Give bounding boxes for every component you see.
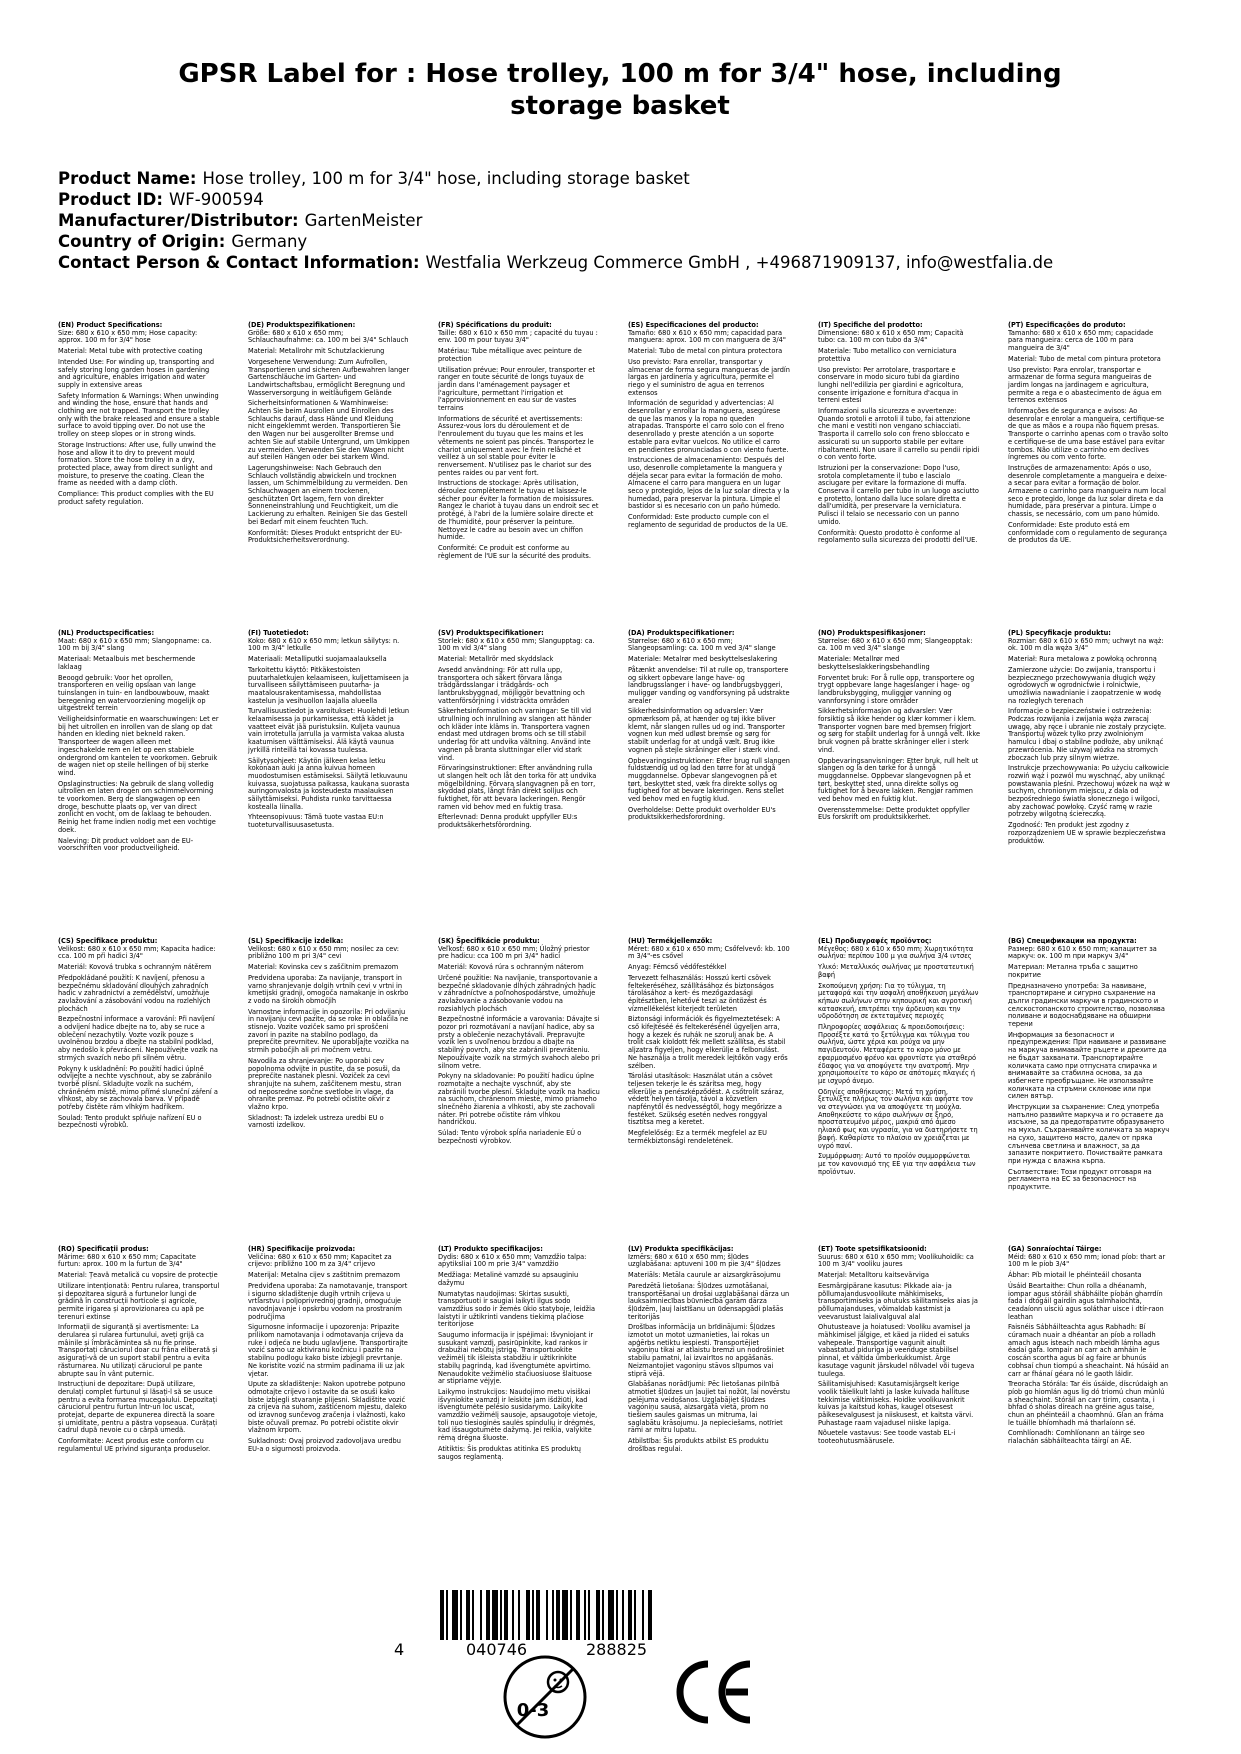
spec-paragraph: Tamaño: 680 x 610 x 650 mm; capacidad para manguera: aprox. 100 m con manguera de 3/4" xyxy=(628,328,786,345)
spec-paragraph: Drošības informācija un brīdinājumi: Šļūdzes izmotot un motot uzmanieties, lai rokas un apģērbs netiktu iespiesti. Transportējiet vagoniņu tikai ar atlaistu bremzi un nodrošiniet stabilu pamatni, lai izvairītos no apgāšanās. Neizmantojiet vagoniņu stāvos slīpumos vai stiprā vējā. xyxy=(628,1323,785,1378)
spec-paragraph: Materiaali: Metalliputki suojamaalauksella xyxy=(248,655,387,664)
spec-paragraph: Avsedd användning: För att rulla upp, transportera och säkert förvara långa trädgårdsslangar i trädgårds- och lantbruksbyggnad, möjliggör bevattning och vattenförsörjning i vidsträckta områden xyxy=(438,665,585,705)
barcode-digits-left: 040746 xyxy=(466,1640,528,1659)
spec-paragraph: Overholdelse: Dette produkt overholder EU's produktsikkerhedsforordning. xyxy=(628,805,776,822)
spec-panel-heading: (CS) Specifikace produktu: xyxy=(58,937,158,945)
spec-paragraph: Yhteensopivuus: Tämä tuote vastaa EU:n tuoteturvallisuusasetusta. xyxy=(248,813,384,830)
spec-panel-el xyxy=(818,938,980,1186)
info-row xyxy=(58,231,1188,252)
spec-paragraph: Conformité: Ce produit est conforme au règlement de l'UE sur la sécurité des produits. xyxy=(438,543,591,560)
spec-panel-es xyxy=(628,322,790,570)
spec-paragraph: Informações de segurança e avisos: Ao desenrolar e enrolar a mangueira, certifique-se de que as mãos e a roupa não fiquem presas. Transporte o carrinho apenas com o travão solto e certifique-se de uma base estável para evitar tombos. Não utilize o carrinho em declives íngremes ou com vento forte. xyxy=(1008,407,1169,462)
barcode-bar xyxy=(500,1590,502,1640)
spec-paragraph: Material: Țeavă metalică cu vopsire de protecție xyxy=(58,1271,218,1280)
spec-paragraph: Größe: 680 x 610 x 650 mm; Schlauchaufnahme: ca. 100 m bei 3/4" Schlauch xyxy=(248,328,409,345)
barcode-bar xyxy=(446,1590,448,1640)
spec-paragraph: Varnostne informacije in opozorila: Pri odvijanju in navijanju cevi pazite, da se roke in oblačila ne stisnejo. Vozite voziček samo pri sproščeni zavori in pazite na stabilno podlago, da preprečite prevrnitev. Ne uporabljajte vozička na strmih pobočjih ali pri močnem vetru. xyxy=(248,1007,409,1055)
spec-panel-heading: (ES) Especificaciones del producto: xyxy=(628,321,759,329)
spec-paragraph: Pokyny na skladovanie: Po použití hadicu úplne rozmotajte a nechajte vyschnúť, aby ste zabránili tvorbe plesní. Skladujte vozík na hadicu na suchom, chránenom mieste, mimo priameho slnečného žiarenia a vlhkosti, aby ste zachovali náter. Pri potrebe očistite rám vlhkou handričkou. xyxy=(438,1072,600,1127)
spec-panel-hr xyxy=(248,1246,410,1494)
spec-paragraph: Lagerungshinweise: Nach Gebrauch den Schlauch vollständig abwickeln und trocknen lassen, um Schimmelbildung zu vermeiden. Den Schlauchwagen an einem trockenen, geschützten Ort lagern, fern von direkter Sonneneinstrahlung und Feuchtigkeit, um die Lackierung zu erhalten. Reinigen Sie das Gestell bei Bedarf mit einem feuchten Tuch. xyxy=(248,463,408,526)
spec-panel-et xyxy=(818,1246,980,1494)
spec-paragraph: Veľkosť: 680 x 610 x 650 mm; Úložný priestor pre hadicu: cca 100 m pri 3/4" hadici xyxy=(438,944,590,961)
spec-paragraph: Opslaginstructies: Na gebruik de slang volledig uitrollen en laten drogen om schimmelvorming te voorkomen. Berg de slangwagen op een droge, beschutte plaats op, ver van direct zonlicht en vocht, om de laklaag te behouden. Reinig het frame indien nodig met een vochtige doek. xyxy=(58,779,216,834)
barcode-bar xyxy=(486,1590,490,1640)
spec-panel-heading: (PL) Specyfikacje produktu: xyxy=(1008,629,1111,637)
spec-paragraph: Atitiktis: Šis produktas atitinka ES produktų saugos reglamentą. xyxy=(438,1444,581,1461)
info-value: GartenMeister xyxy=(304,211,423,230)
spec-paragraph: Sukladnost: Ovaj proizvod zadovoljava uredbu EU-a o sigurnosti proizvoda. xyxy=(248,1437,401,1453)
spec-paragraph: Faisnéis Sábháilteachta agus Rabhadh: Bí cúramach nuair a dhéantar an píob a rolladh amach agus isteach nach mbeidh lámha agus éadaí gafa. Iompair an carr ach amháin le coscán scortha agus bí ag faire ar bhunús cobhsaí chun tiompú a sheachaint. Ná húsáid an carr ar fhánaí géara nó le gaoth láidir. xyxy=(1008,1323,1169,1378)
barcode-bar xyxy=(556,1590,560,1640)
spec-paragraph: Upute za skladištenje: Nakon upotrebe potpuno odmotajte crijevo i ostavite da se osuši kako biste izbjegli stvaranje plijesni. Skladištite vozić za crijeva na suhom, zaštićenom mjestu, daleko od izravnog sunčevog zračenja i vlažnosti, kako biste očuvali premaz. Po potrebi očistite okvir vlažnom krpom. xyxy=(248,1380,407,1435)
barcode-bar xyxy=(588,1590,590,1640)
spec-panel-heading: (BG) Спецификации на продукта: xyxy=(1008,937,1137,945)
spec-paragraph: Beoogd gebruik: Voor het oprollen, transporteren en veilig opslaan van lange tuinslangen in tuin- en landbouwbouw, maakt beregening en watervoorziening mogelijk op uitgestrekt terrein xyxy=(58,673,210,713)
spec-paragraph: Conformitate: Acest produs este conform cu regulamentul UE privind siguranța produselor. xyxy=(58,1437,211,1453)
spec-paragraph: Materiał: Rura metalowa z powłoką ochronną xyxy=(1008,655,1157,664)
spec-paragraph: Οδηγίες αποθήκευσης: Μετά τη χρήση, ξετυλίξτε πλήρως τον σωλήνα και αφήστε τον να στεγνώσει για να αποφύγετε τη μούχλα. Αποθηκεύστε το κάρο σωλήνων σε ξηρό, προστατευμένο μέρος, μακριά από άμεσο ηλιακό φως και υγρασία, για να διατηρήσετε τη βαφή. Καθαρίστε το πλαίσιο αν χρειάζεται με υγρό πανί. xyxy=(818,1087,978,1150)
spec-paragraph: Zgodność: Ten produkt jest zgodny z rozporządzeniem UE w sprawie bezpieczeństwa produktów. xyxy=(1008,821,1166,845)
spec-paragraph: Conformità: Questo prodotto è conforme al regolamento sulla sicurezza dei prodotti dell'UE. xyxy=(818,528,978,545)
spec-paragraph: Paredzētā lietošana: Šļūdzes uzmotāšanai, transportēšanai un drošai uzglabāšanai dārza un lauksaimniecības būvniecībā garām dārza šļūdzēm, ļauj laistīšanu un ūdensapgādi plašās teritorijās xyxy=(628,1281,790,1321)
spec-paragraph: Utilizare intenționată: Pentru rularea, transportul și depozitarea sigură a furtunelor lungi de grădină în construcții horticole și agricole, permite irigarea și aprovizionarea cu apă pe terenuri extinse xyxy=(58,1281,220,1321)
barcode-bar xyxy=(576,1590,580,1640)
spec-paragraph: Conformidad: Este producto cumple con el reglamento de seguridad de productos de la UE. xyxy=(628,513,788,529)
product-info xyxy=(58,168,1188,273)
spec-paragraph: Navodila za shranjevanje: Po uporabi cev popolnoma odvijte in pustite, da se posuši, da preprečite nastanek plesni. Voziček za cevi shranjujte na suhem, zaščitenem mestu, stran od neposredne sončne svetlobe in vlage, da ohranite premaz. Po potrebi očistite okvir z vlažno krpo. xyxy=(248,1056,402,1112)
spec-paragraph: Zamierzone użycie: Do zwijania, transportu i bezpiecznego przechowywania długich węży ogrodowych w ogrodnictwie i rolnictwie, umożliwia nawadnianie i zaopatrzenie w wodę na rozległych terenach xyxy=(1008,665,1162,705)
spec-paragraph: Materiāls: Metāla caurule ar aizsargkrāsojumu xyxy=(628,1271,781,1280)
spec-paragraph: Material: Tubo de metal con pintura protectora xyxy=(628,347,783,356)
barcode-bar xyxy=(622,1590,624,1640)
spec-paragraph: Ábhar: Píb miotail le phéinteáil chosanta xyxy=(1008,1271,1142,1280)
info-row xyxy=(58,189,1188,210)
spec-paragraph: Nõuetele vastavus: See toode vastab EL-i tooteohutusmäärusele. xyxy=(818,1429,956,1446)
spec-paragraph: Tervezett felhasználás: Hosszú kerti csövek feltekeréséhez, szállításához és biztonságos tárolásához a kert- és mezőgazdasági építésztben, lehetővé teszi az öntözést és vízmellékelést kiterjedt területen xyxy=(628,973,774,1013)
spec-paragraph: Turvallisuustiedot ja varoitukset: Huolehdi letkun kelaamisessa ja purkamisessa, että kädet ja vaatteet eivät jää puristuksiin. Kuljeta vaunua vain irrotetulla jarrulla ja varmista vakaa alusta kaatumisen välttämiseksi. Älä käytä vaunua jyrkillä rinteillä tai kovassa tuulessa. xyxy=(248,707,410,754)
spec-paragraph: Material: Metal tube with protective coating xyxy=(58,347,203,356)
spec-paragraph: Numatytas naudojimas: Skirtas susukti, transportuoti ir saugiai laikyti ilgus sodo vamzdžius sodo ir žemės ūkio statyboje, leidžia laistyti ir užtikrinti vandens tiekimą plačiose teritorijose xyxy=(438,1289,596,1329)
spec-paragraph: Materiale: Metallrør med beskyttelseslakkeringsbehandling xyxy=(818,655,930,671)
spec-panel-heading: (RO) Specificații produs: xyxy=(58,1245,149,1253)
ce-mark-icon xyxy=(668,1652,758,1736)
info-label: Country of Origin: xyxy=(58,232,226,251)
barcode-bar xyxy=(536,1590,540,1640)
spec-paragraph: Materiál: Kovová rúra s ochranným náterom xyxy=(438,963,584,972)
barcode-bar xyxy=(570,1590,572,1640)
spec-paragraph: Υλικό: Μεταλλικός σωλήνας με προστατευτική βαφή xyxy=(818,963,974,979)
spec-paragraph: Sicherheitsinformationen & Warnhinweise: Achten Sie beim Ausrollen und Einrollen des Schlauchs darauf, dass Hände und Kleidung nicht eingeklemmt werden. Transportieren Sie den Wagen nur bei ausgerollter Bremse und achten Sie auf stabile Untergrund, um Umkippen zu vermeiden. Verwenden Sie den Wagen nicht auf steilen Hängen oder bei starkem Wind. xyxy=(248,399,410,462)
spec-paragraph: Megfelelőség: Ez a termék megfelel az EU termékbiztonsági rendeletének. xyxy=(628,1129,767,1145)
spec-panel-heading: (PT) Especificações do produto: xyxy=(1008,321,1126,329)
spec-panel-heading: (DA) Produktspecifikationer: xyxy=(628,629,735,637)
spec-paragraph: Predvidena uporaba: Za navijanje, transport in varno shranjevanje dolgih vrtnih cevi v vrtni in kmetijski gradnji, omogoča namakanje in oskrbo z vodo na širokih območjih xyxy=(248,973,409,1005)
spec-panel-heading: (LT) Produkto specifikacijos: xyxy=(438,1245,543,1253)
spec-paragraph: Compliance: This product complies with the EU product safety regulation. xyxy=(58,490,214,506)
barcode-bar xyxy=(472,1590,474,1640)
spec-panel-heading: (SL) Specifikacije izdelka: xyxy=(248,937,344,945)
spec-paragraph: Informacje o bezpieczeństwie i ostrzeżenia: Podczas rozwijania i zwijania węża zwracaj uwagę, aby ręce i ubranie nie zostały przycięte. Transportuj wózek tylko przy zwolnionym hamulcu i dbaj o stabilne podłoże, aby uniknąć przewrócenia. Nie używaj wózka na stromych zboczach lub przy silnym wietrze. xyxy=(1008,707,1167,762)
spec-grid xyxy=(58,322,1188,1572)
info-value: Germany xyxy=(231,232,308,251)
spec-panel-lt xyxy=(438,1246,600,1494)
barcode-bar xyxy=(480,1590,482,1640)
spec-paragraph: Skladnost: Ta izdelek ustreza uredbi EU o varnosti izdelkov. xyxy=(248,1113,384,1130)
info-row xyxy=(58,210,1188,231)
spec-paragraph: Bezpečnostní informace a varování: Při navíjení a odvíjení hadice dbejte na to, aby se ruce a oblečení nezachytily. Vozte vozík pouze s uvolněnou brzdou a dbejte na stabilní podklad, aby nedošlo k převrácení. Nepoužívejte vozík na strmých svazích nebo při silném větru. xyxy=(58,1015,218,1062)
spec-paragraph: Materiale: Metalrør med beskyttelseslakering xyxy=(628,655,778,664)
spec-panel-heading: (FR) Spécifications du produit: xyxy=(438,321,552,329)
spec-paragraph: Conformidade: Este produto está em conformidade com o regulamento de segurança de produtos da UE. xyxy=(1008,520,1167,545)
spec-paragraph: Dydis: 680 x 610 x 650 mm; Vamzdžio talpa: apytiksliai 100 m prie 3/4" vamzdžio xyxy=(438,1252,587,1269)
spec-panel-heading: (SK) Špecifikácie produktu: xyxy=(438,937,540,945)
spec-paragraph: Utilisation prévue: Pour enrouler, transporter et ranger en toute sécurité de longs tuyaux de jardin dans l'aménagement paysager et l'agriculture, permettant l'irrigation et l'approvisionnement en eau sur de vastes terrains xyxy=(438,365,595,413)
barcode-bar xyxy=(602,1590,604,1640)
barcode-bar xyxy=(440,1590,444,1640)
spec-panel-hu xyxy=(628,938,790,1186)
svg-text:0-3: 0-3 xyxy=(516,1700,550,1721)
spec-paragraph: Maat: 680 x 610 x 650 mm; Slangopname: ca. 100 m bij 3/4" slang xyxy=(58,636,212,653)
spec-paragraph: Soulad: Tento produkt splňuje nařízení EU o bezpečnosti výrobků. xyxy=(58,1113,202,1130)
spec-paragraph: Material: Metallrör med skyddslack xyxy=(438,655,554,664)
barcode-bar xyxy=(628,1590,632,1640)
spec-paragraph: Предназначено употреба: За навиване, транспортиране и сигурно съхранение на дълги градински маркучи в градинското и селскостопанското строителство, позволява поливане и водоснабдяване на обширни терени xyxy=(1008,981,1165,1029)
spec-paragraph: Suurus: 680 x 610 x 650 mm; Voolikuhoidik: ca 100 m 3/4" vooliku jaures xyxy=(818,1252,974,1269)
spec-paragraph: Velikost: 680 x 610 x 650 mm; nosilec za cev: približno 100 m pri 3/4" cevi xyxy=(248,944,400,961)
spec-paragraph: Συμμόρφωση: Αυτό το προϊόν συμμορφώνεται με τον κανονισμό της ΕΕ για την ασφάλεια των προϊόντων. xyxy=(818,1152,976,1176)
spec-paragraph: Materjal: Metalltoru kaitsevärviga xyxy=(818,1271,930,1280)
spec-paragraph: Velikost: 680 x 610 x 650 mm; Kapacita hadice: cca. 100 m při hadici 3/4" xyxy=(58,944,216,961)
spec-paragraph: Eesmärgipärane kasutus: Pikkade aia- ja põllumajandusvoolikute mähkimiseks, transportimiseks ja ohutuks säilitamiseks aias ja põllumajanduses, võimaldab kastmist ja veevarustust laialivalguval alal xyxy=(818,1281,978,1321)
barcode-bar xyxy=(504,1590,508,1640)
spec-paragraph: Tarkoitettu käyttö: Pitkäkestoisten puutarhaletkujen kelaamiseen, kuljettamiseen ja turvalliseen säilyttämiseen puutarha- ja maatalousrakentamisessa, mahdollistaa kastelun ja vesihuollon laajalla alueella xyxy=(248,665,409,705)
spec-paragraph: Súlad: Tento výrobok spĺňa nariadenie EÚ o bezpečnosti výrobkov. xyxy=(438,1129,582,1145)
spec-paragraph: Atbilstība: Šis produkts atbilst ES produktu drošības regulai. xyxy=(628,1437,769,1453)
spec-paragraph: Материал: Метална тръба с защитно покритие xyxy=(1008,963,1138,979)
spec-paragraph: Información de seguridad y advertencias: Al desenrollar y enrollar la manguera, asegúrese de que las manos y la ropa no queden atrapadas. Transporte el carro solo con el freno desenrollado y preste atención a un soporte estable para evitar vuelcos. No utilice el carro en pendientes pronunciadas o con viento fuerte. xyxy=(628,399,789,454)
spec-paragraph: Veličina: 680 x 610 x 650 mm; Kapacitet za crijevo: približno 100 m za 3/4" crijevo xyxy=(248,1252,392,1269)
spec-paragraph: Anyag: Fémcső védőfestékkel xyxy=(628,963,727,972)
spec-panel-fr xyxy=(438,322,600,570)
barcode xyxy=(394,1590,654,1659)
barcode-bar xyxy=(518,1590,520,1640)
spec-panel-en xyxy=(58,322,220,570)
spec-paragraph: Safety Information & Warnings: When unwinding and winding the hose, ensure that hands and clothing are not trapped. Transport the trolley only with the brake released and ensure a stable surface to avoid tipping over. Do not use the trolley on steep slopes or in strong winds. xyxy=(58,391,220,439)
spec-paragraph: Съответствие: Този продукт отговаря на регламента на ЕС за безопасност на продуктите. xyxy=(1008,1167,1152,1192)
barcode-bar xyxy=(512,1590,514,1640)
barcode-bar xyxy=(526,1590,530,1640)
barcode-bar xyxy=(546,1590,548,1640)
spec-paragraph: Predviđena uporaba: Za namotavanje, transport i sigurno skladištenje dugih vrtnih crijeva u vrtlarstvu i poljoprivrednoj gradnji, omogućuje navodnjavanje i opskrbu vodom na prostranim područjima xyxy=(248,1281,408,1321)
spec-panel-heading: (SV) Produktspecifikationer: xyxy=(438,629,544,637)
spec-panel-heading: (ET) Toote spetsifikatsioonid: xyxy=(818,1245,927,1253)
spec-paragraph: Tárolási utasítások: Használat után a csövet teljesen tekerje le és szárítsa meg, hogy elkerülje a penészképződést. A csőtrolit száraz, védett helyen tárolja, távol a közvetlen napfénytől és nedvességtől, hogy megőrizze a festéket. Szükség esetén nedves ronggyal tisztítsa meg a keretet. xyxy=(628,1072,784,1127)
spec-paragraph: Laikymo instrukcijos: Naudojimo metu visiškai išvyniokite vamzdį ir leiskite jam išdžiūti, kad išvengtumėte pelėsio susidarymo. Laikykite vamzdžio vežimėlį sausoje, apsaugotoje vietoje, toli nuo tiesioginės saulės spindulių ir drėgmės, kad išsaugotumėte dažymą. Jei reikia, valykite rėmą drėgna šluoste. xyxy=(438,1387,598,1443)
spec-paragraph: Material: Metallrohr mit Schutzlackierung xyxy=(248,347,385,356)
info-value: Westfalia Werkzeug Commerce GmbH , +496871909137, info@westfalia.de xyxy=(425,253,1054,272)
spec-paragraph: Säkerhetsinformation och varningar: Se till vid utrullning och inrullning av slangen att händer och kläder inte kläms in. Transportera vagnen endast med utdragen broms och se till stabil underlag för att undvika vältning. Använd inte vagnen på branta sluttningar eller vid stark vind. xyxy=(438,707,592,762)
barcode-bar xyxy=(596,1590,600,1640)
info-row xyxy=(58,168,1188,189)
barcode-bar xyxy=(452,1590,458,1640)
barcode-bar xyxy=(648,1590,652,1640)
barcode-bar xyxy=(616,1590,618,1640)
spec-paragraph: Instrucciones de almacenamiento: Después del uso, desenrolle completamente la manguera y déjela secar para evitar la formación de moho. Almacene el carro para manguera en un lugar seco y protegido, lejos de la luz solar directa y la humedad, para preservar la pintura. Limpie el bastidor si es necesario con un paño húmedo. xyxy=(628,456,790,511)
spec-panel-heading: (GA) Sonraíochtaí Táirge: xyxy=(1008,1245,1102,1253)
spec-paragraph: Forventet bruk: For å rulle opp, transportere og trygt oppbevare lange hageslanger i hage- og landbruksbygging, muliggjør vanning og vannforsyning i store områder xyxy=(818,673,975,705)
spec-paragraph: Overensstemmelse: Dette produktet oppfyller EUs forskrift om produktsikkerhet. xyxy=(818,805,970,822)
spec-paragraph: Veiligheidsinformatie en waarschuwingen: Let er bij het uitrollen en inrollen van de slang op dat handen en kleding niet bekneld raken. Transporteer de wagen alleen met ingeschakelde rem en let op een stabiele ondergrond om kantelen te voorkomen. Gebruik de wagen niet op steile hellingen of bij sterke wind. xyxy=(58,715,219,777)
barcode-bar xyxy=(492,1590,498,1640)
spec-paragraph: Ohutusteave ja hoiatused: Vooliku avamisel ja mähkimisel jälgige, et käed ja riided ei satuks vahepeale. Transportige vagunit ainult vabastatud piduriga ja veenduge stabiilsel pinnal, et vältida ümberkukkumist. Ärge kasutage vagunit järskudel nõlvadel või tugeva tuulega. xyxy=(818,1323,975,1378)
spec-paragraph: Størrelse: 680 x 610 x 650 mm; Slangeopsamling: ca. 100 m ved 3/4" slange xyxy=(628,636,776,653)
spec-paragraph: Μέγεθος: 680 x 610 x 650 mm; Χωρητικότητα σωλήνα: περίπου 100 μ για σωλήνα 3/4 ιντσες xyxy=(818,944,974,961)
spec-paragraph: Σκοπούμενη χρήση: Για το τύλιγμα, τη μεταφορά και την ασφαλή αποθήκευση μεγάλων κήπων σωλήνων στην κηπουρική και αγροτική κατασκευή, επιτρέπει την άρδευση και την υδροδότηση σε εκτεταμένες περιοχές xyxy=(818,981,979,1021)
spec-paragraph: Méret: 680 x 610 x 650 mm; Csőfelvevő: kb. 100 m 3/4"-es csővel xyxy=(628,944,790,961)
spec-paragraph: Material: Kovinska cev s zaščitnim premazom xyxy=(248,963,399,972)
age-0-3-warning-icon xyxy=(500,1652,590,1746)
spec-paragraph: Koko: 680 x 610 x 650 mm; letkun säilytys: n. 100 m 3/4" letkulle xyxy=(248,636,400,653)
spec-paragraph: Izmērs: 680 x 610 x 650 mm; šļūdes uzglabāšana: aptuveni 100 m pie 3/4" šļūdzes xyxy=(628,1252,781,1269)
spec-paragraph: Uso previsto: Per arrotolare, trasportare e conservare in modo sicuro tubi da giardino lunghi nell'edilizia per giardini e agricoltura, consente irrigazione e fornitura d'acqua in terreni estesi xyxy=(818,365,964,405)
spec-paragraph: Comhlíonadh: Comhlíonann an táirge seo rialachán sábháilteachta táirgí an AE. xyxy=(1008,1429,1145,1446)
spec-paragraph: Size: 680 x 610 x 650 mm; Hose capacity: approx. 100 m for 3/4" hose xyxy=(58,328,198,345)
spec-panel-heading: (HU) Termékjellemzők: xyxy=(628,937,713,945)
spec-paragraph: Treoracha Stórála: Tar éis úsáide, díscrúdaigh an píob go hiomlán agus lig dó triomú chun múnlú a sheachaint. Stóráil an carr tirim, cosanta, i bhfad ó sholas díreach na gréine agus taise, chun an phéinteáil a chaomhnú. Glan an fráma le tuáille bhíomhadh má tharlaíonn sé. xyxy=(1008,1380,1168,1427)
spec-paragraph: Naleving: Dit product voldoet aan de EU-voorschriften voor productveiligheid. xyxy=(58,836,194,853)
spec-panel-sl xyxy=(248,938,410,1186)
info-value: WF-900594 xyxy=(168,190,264,209)
spec-panel-fi xyxy=(248,630,410,878)
spec-panel-sv xyxy=(438,630,600,878)
spec-paragraph: Oppbevaringsanvisninger: Etter bruk, rull helt ut slangen og la den tørke for å unngå muggdannelse. Oppbevar slangevognen på et tørt, beskyttet sted, unna direkte sollys og fuktighet for å bevare lakken. Rengjør rammen ved behov med en fuktig klut. xyxy=(818,756,979,804)
spec-paragraph: Storlek: 680 x 610 x 650 mm; Slangupptag: ca. 100 m vid 3/4" slang xyxy=(438,636,595,653)
spec-panel-cs xyxy=(58,938,220,1186)
spec-panel-it xyxy=(818,322,980,570)
spec-paragraph: Materiaal: Metaalbuis met beschermende laklaag xyxy=(58,655,196,671)
spec-panel-bg xyxy=(1008,937,1170,1192)
barcode-bar xyxy=(460,1590,462,1640)
barcode-digit-lead: 4 xyxy=(394,1640,405,1659)
spec-panel-no xyxy=(818,630,980,878)
spec-paragraph: Påtænkt anvendelse: Til at rulle op, transportere og sikkert opbevare lange have- og landbrugsslanger i have- og landbrugsbyggeri, muliggør vanding og vandforsyning på udstrakte arealer xyxy=(628,665,790,705)
spec-paragraph: Istruzioni per la conservazione: Dopo l'uso, srotola completamente il tubo e lascialo asciugare per evitare la formazione di muffa. Conserva il carrello per tubo in un luogo asciutto e protetto, lontano dalla luce solare diretta e dall'umidità, per preservare la verniciatura. Pulisci il telaio se necessario con un panno umido. xyxy=(818,463,979,526)
spec-paragraph: Instruções de armazenamento: Após o uso, desenrole completamente a mangueira e deixe-a secar para evitar a formação de bolor. Armazene o carrinho para mangueira num local seco e protegido, longe da luz solar direta e da humidade, para preservar a pintura. Limpe o chassis, se necessário, com um pano húmido. xyxy=(1008,463,1167,519)
barcode-bars xyxy=(440,1590,654,1640)
spec-panel-ga xyxy=(1008,1246,1170,1494)
spec-paragraph: Taille: 680 x 610 x 650 mm ; capacité du tuyau : env. 100 m pour tuyau 3/4" xyxy=(438,328,598,345)
barcode-bar xyxy=(584,1590,586,1640)
spec-paragraph: Storage Instructions: After use, fully unwind the hose and allow it to dry to prevent mould formation. Store the hose trolley in a dry, protected place, away from direct sunlight and moisture, to preserve the coating. Clean the frame as needed with a damp cloth. xyxy=(58,440,216,488)
spec-paragraph: Opbevaringsinstruktioner: Efter brug rull slangen fuldstændig ud og lad den tørre for at undgå muggdannelse. Opbevar slangevognen på et tørt, beskyttet sted, væk fra direkte sollys og fugtighed for at bevare lakeringen. Rens stellet ved behov med en fugtig klud. xyxy=(628,756,790,804)
barcode-bar xyxy=(642,1590,644,1640)
spec-paragraph: Určené použitie: Na navíjanie, transportovanie a bezpečné skladovanie dlhých záhradných hadíc v záhradníctve a poľnohospodárstve, umožňuje zavlažovanie a zásobovanie vodou na rozsiahlych plochách xyxy=(438,973,598,1013)
spec-paragraph: Informations de sécurité et avertissements: Assurez-vous lors du déroulement et de l'enroulement du tuyau que les mains et les vêtements ne soient pas pincés. Transportez le chariot uniquement avec le frein relâché et veillez à un sol stable pour éviter le renversement. N'utilisez pas le chariot sur des pentes raides ou par vent fort. xyxy=(438,414,594,477)
spec-paragraph: Tamanho: 680 x 610 x 650 mm; capacidade para mangueira: cerca de 100 m para mangueira de 3/4" xyxy=(1008,328,1154,353)
barcode-bar xyxy=(562,1590,568,1640)
spec-paragraph: Säilitamisjuhised: Kasutamisjärgselt kerige voolik täielikult lahti ja laske kuivada hallituse tekkimise vältimiseks. Hoidke voolikuvankrit kuivas ja kaitstud kohas, kaugel otsesest päikesevalgusest ja niiskusest, et kaitsta värvi. Puhastage raam vajadusel niiske lapiga. xyxy=(818,1380,974,1427)
spec-panel-da xyxy=(628,630,790,878)
info-row xyxy=(58,252,1188,273)
spec-paragraph: Sikkerhedsinformation og advarsler: Vær opmærksom på, at hænder og tøj ikke bliver klemt, når slangen rulles ud og ind. Transporter vognen kun med udløst bremse og sørg for stabilt underlag for at undgå vælt. Brug ikke vognen på stejle skråninger eller i stærk vind. xyxy=(628,707,785,754)
barcode-bar xyxy=(532,1590,534,1640)
spec-panel-pl xyxy=(1008,630,1170,878)
spec-paragraph: Förvaringsinstruktioner: Efter användning rulla ut slangen helt och låt den torka för att undvika mögelbildning. Förvara slangvagnen på en torr, skyddad plats, långt från direkt solljus och fuktighet, för att bevara lackeringen. Rengör ramen vid behov med en fuktig trasa. xyxy=(438,764,597,811)
spec-panel-lv xyxy=(628,1246,790,1494)
info-label: Contact Person & Contact Information: xyxy=(58,253,420,272)
spec-paragraph: Medžiaga: Metalinė vamzdė su apsauginiu dažymu xyxy=(438,1271,579,1287)
spec-panel-heading: (EL) Προδιαγραφές προϊόντος: xyxy=(818,937,932,945)
spec-paragraph: Uso previsto: Para enrolar, transportar e armazenar de forma segura mangueiras de jardim longas na jardinagem e agricultura, permite a rega e o abastecimento de água em terrenos extensos xyxy=(1008,365,1162,405)
spec-paragraph: Úsáid Beartaithe: Chun rolla a dhéanamh, iompar agus stóráil shábháilte píobán gharrdín fada i dtógáil gairdín agus talmhaíochta, ceadaíonn uisciú agus soláthar uisce i dtír-raon leathan xyxy=(1008,1281,1164,1321)
page-title: GPSR Label for : Hose trolley, 100 m for 3/4" hose, including storage basket xyxy=(178,59,1062,121)
barcode-bar xyxy=(466,1590,470,1640)
spec-panel-sk xyxy=(438,938,600,1186)
spec-panel-heading: (DE) Produktspezifikationen: xyxy=(248,321,356,329)
spec-paragraph: Informazioni sulla sicurezza e avvertenze: Quando srotoli e arrotoli il tubo, fai attenzione che mani e vestiti non vengano schiacciati. Trasporta il carrello solo con freno sbloccato e assicurati su un supporto stabile per evitare ribaltamenti. Non usare il carrello su pendii ripidi o con vento forte. xyxy=(818,407,980,462)
spec-paragraph: Uso previsto: Para enrollar, transportar y almacenar de forma segura mangueras de jardín largas en jardinería y agricultura, permite el riego y el suministro de agua en terrenos extensos xyxy=(628,357,790,397)
spec-paragraph: Materiál: Kovová trubka s ochranným nátěrem xyxy=(58,963,212,972)
spec-panel-heading: (FI) Tuotetiedot: xyxy=(248,629,309,637)
spec-panel-heading: (HR) Specifikacije proizvoda: xyxy=(248,1245,356,1253)
spec-paragraph: Materijal: Metalna cijev s zaštitnim premazom xyxy=(248,1271,400,1280)
spec-paragraph: Sigurnosne informacije i upozorenja: Pripazite prilikom namotavanja i odmotavanja crijeva da ruke i odjeća ne budu uglavljene. Transportirajte vozić samo uz aktiviranu kočnicu i pazite na stabilnu podlogu kako biste izbjegli prevrtanje. Ne koristite vozić na strmim padinama ili uz jak vjetar. xyxy=(248,1323,408,1378)
spec-paragraph: Matériau: Tube métallique avec peinture de protection xyxy=(438,347,582,363)
barcode-digits-right: 288825 xyxy=(586,1640,648,1659)
spec-paragraph: Rozmiar: 680 x 610 x 650 mm; uchwyt na wąż: ok. 100 m dla węża 3/4" xyxy=(1008,636,1164,653)
spec-paragraph: Pokyny k uskladnění: Po použití hadici úplně odvíjejte a nechte vyschnout, aby se zabránilo tvorbě plísní. Skladujte vozík na suchém, chráněném místě, mimo přímé sluneční záření a vlhkost, aby se zachovala barva. V případě potřeby čistěte rám vlhkým hadříkem. xyxy=(58,1064,218,1112)
spec-panel-de xyxy=(248,322,410,570)
spec-panel-pt xyxy=(1008,322,1170,570)
spec-paragraph: Vorgesehene Verwendung: Zum Aufrollen, Transportieren und sicheren Aufbewahren langer Gartenschläuche im Garten- und Landwirtschaftsbau, ermöglicht Beregnung und Wasserversorgung in weitläufigem Gelände xyxy=(248,357,410,397)
spec-paragraph: Размер: 680 x 610 x 650 mm; капацитет за маркуч: ок. 100 m при маркуч 3/4" xyxy=(1008,944,1157,961)
spec-panel-nl xyxy=(58,630,220,878)
spec-panel-heading: (LV) Produkta specifikācijas: xyxy=(628,1245,734,1253)
spec-paragraph: Инструкции за съхранение: След употреба напълно развийте маркуча и го оставете да изсъхне, за да предотвратите образуването на мухъл. Съхранявайте количката за маркуч на сухо, защитено място, далеч от пряка слънчева светлина и влажност, за да запазите покритието. Почиствайте рамката при нужда с влажна кърпа. xyxy=(1008,1103,1170,1165)
spec-panel-ro xyxy=(58,1246,220,1494)
spec-paragraph: Glabāšanas norādījumi: Pēc lietošanas pilnībā atmotiet šļūdzes un ļaujiet tai nožūt, lai novērstu pelējuma veidošanos. Uzglabājiet šļūdzes vagoniņu sausā, aizsargātā vietā, prom no tiešiem saules gaismas un mitruma, lai saglabātu krāsojumu. Ja nepieciešams, notīriet rāmi ar mitru lupatu. xyxy=(628,1380,790,1435)
spec-paragraph: Material: Tubo de metal com pintura protetora xyxy=(1008,354,1161,363)
spec-paragraph: Instrukcje przechowywania: Po użyciu całkowicie rozwiń wąż i pozwól mu wyschnąć, aby uniknąć powstawania pleśni. Przechowuj wózek na wąż w suchym, chronionym miejscu, z dala od bezpośredniego światła słonecznego i wilgoci, aby zachować powłokę. Czyść ramę w razie potrzeby wilgotną ściereczką. xyxy=(1008,764,1170,819)
spec-paragraph: Biztonsági információk és figyelmeztetések: A cső kifejtéséé és feltekerésénél ügyeljen arra, hogy a kezek és ruhák ne szorulj anak be. A trolit csak kioldott fék mellett szállítsa, és stabil aljzatra figyeljen, hogy elkerülje a felborulást. Ne használja a trolit meredek lejtőkön vagy erős szélben. xyxy=(628,1015,788,1070)
barcode-bar xyxy=(552,1590,554,1640)
spec-paragraph: Intended Use: For winding up, transporting and safely storing long garden hoses in gardening and agriculture, enables irrigation and water supply in extensive areas xyxy=(58,357,215,389)
spec-paragraph: Dimensione: 680 x 610 x 650 mm; Capacità tubo: ca. 100 m con tubo da 3/4" xyxy=(818,328,964,345)
spec-panel-heading: (NL) Productspecificaties: xyxy=(58,629,155,637)
info-label: Product Name: xyxy=(58,169,197,188)
spec-paragraph: Materiale: Tubo metallico con verniciatura protettiva xyxy=(818,347,957,363)
spec-paragraph: Størrelse: 680 x 610 x 650 mm; Slangeopptak: ca. 100 m ved 3/4" slange xyxy=(818,636,973,653)
barcode-bar xyxy=(608,1590,614,1640)
info-label: Product ID: xyxy=(58,190,163,209)
spec-paragraph: Efterlevnad: Denna produkt uppfyller EU:s produktsäkerhetsförordning. xyxy=(438,813,578,830)
spec-paragraph: Informații de siguranță și avertismente: La derularea și rularea furtunului, aveți grijă ca mâinile și îmbrăcămintea să nu fie prinse. Transportați căruciorul doar cu frâna eliberată și asigurați-vă de un suport stabil pentru a evita răsturnarea. Nu utilizați căruciorul pe pante abrupte sau în vânt puternic. xyxy=(58,1323,218,1378)
spec-panel-heading: (IT) Specifiche del prodotto: xyxy=(818,321,923,329)
spec-paragraph: Mărime: 680 x 610 x 650 mm; Capacitate furtun: aprox. 100 m la furtun de 3/4" xyxy=(58,1252,196,1269)
info-label: Manufacturer/Distributor: xyxy=(58,211,299,230)
spec-panel-heading: (EN) Product Specifications: xyxy=(58,321,163,329)
spec-panel-heading: (NO) Produktspesifikasjoner: xyxy=(818,629,926,637)
spec-paragraph: Säilytysohjeet: Käytön jälkeen kelaa letku kokonaan auki ja anna kuivua homeen muodostumisen estämiseksi. Säilytä letkuvaunu kuivassa, suojatussa paikassa, kaukana suorasta auringonvalosta ja kosteudesta maalauksen säilyttämiseksi. Puhdista runko tarvittaessa kostealla liinalla. xyxy=(248,756,410,811)
spec-paragraph: Předpokládané použití: K navíjení, přenosu a bezpečnému skladování dlouhých zahradních hadic v zahradnictví a zemědělství, umožňuje zavlažování a zásobování vodou na rozlehlých plochách xyxy=(58,973,211,1013)
barcode-bar xyxy=(634,1590,636,1640)
spec-paragraph: Instructions de stockage: Après utilisation, déroulez complètement le tuyau et laissez-le sécher pour éviter la formation de moisissures. Rangez le chariot à tuyau dans un endroit sec et protégé, à l'abri de la lumière solaire directe et de l'humidité, pour préserver la peinture. Nettoyez le cadre au besoin avec un chiffon humide. xyxy=(438,479,599,542)
spec-paragraph: Instrucțiuni de depozitare: După utilizare, derulați complet furtunul și lăsați-l să se usuce pentru a evita formarea mucegaiului. Depozitați căruciorul pentru furtun într-un loc uscat, protejat, departe de expunerea directă la soare și umiditate, pentru a păstra vopseaua. Curățați cadrul după nevoie cu o cârpă umedă. xyxy=(58,1380,218,1435)
spec-paragraph: Méid: 680 x 610 x 650 mm; ionad píob: thart ar 100 m le píob 3/4" xyxy=(1008,1252,1166,1269)
spec-paragraph: Информация за безопасност и предупреждения: При навиване и развиване на маркуча внимавайте ръцете и дрехите да не бъдат захванати. Транспортирайте количката само при отпусната спирачка и внимавайте за стабилна основа, за да избегнете преобръщане. Не използвайте количката на стръмни склонове или при силен вятър. xyxy=(1008,1030,1167,1101)
spec-paragraph: Bezpečnostné informácie a varovania: Dávajte si pozor pri rozmotávaní a navíjaní hadice, aby sa prsty a oblečenie nezachytávali. Prepravujte vozík len s uvoľnenou brzdou a dbajte na stabilný povrch, aby ste zabránili prevráteniu. Nepoužívajte vozík na strmých svahoch alebo pri silnom vetre. xyxy=(438,1015,600,1070)
spec-paragraph: Saugumo informacija ir įspėjimai: Išvyniojant ir susukant vamzdį, pasirūpinkite, kad rankos ir drabužiai nebūtų įstrigę. Transportuokite vežimėlį tik išleista stabdžiu ir užtikrinkite stabilų pagrindą, kad išvengtumėte apvirtimo. Nenaudokite vežimėlio stačiuosiuose šlaituose ar stipriame vėjyje. xyxy=(438,1331,594,1386)
info-value: Hose trolley, 100 m for 3/4" hose, including storage basket xyxy=(202,169,690,188)
spec-paragraph: Sikkerhetsinformasjon og advarsler: Vær forsiktig så ikke hender og klær kommer i klem. Transporter vognen bare med bremsen frigjort og sørg for stabilt underlag for å unngå velt. Ikke bruk vognen på bratte skråninger eller i sterk vind. xyxy=(818,707,981,754)
spec-paragraph: Konformität: Dieses Produkt entspricht der EU-Produktsicherheitsverordnung. xyxy=(248,528,403,545)
spec-paragraph: Πληροφορίες ασφάλειας & προειδοποιήσεις: Προσέξτε κατά το ξετύλιγμα και τύλιγμα του σωλήνα, ώστε χέρια και ρούχα να μην παγιδευτούν. Μεταφέρετε το καρο μόνο με εφαρμοσμένο φρένο και φροντίστε για σταθερό έδαφος για να αποφύγετε την ανατροπή. Μην χρησιμοποιείτε το κάρο σε απότομες πλαγιές ή με ισχυρό άνεμο. xyxy=(818,1023,977,1085)
